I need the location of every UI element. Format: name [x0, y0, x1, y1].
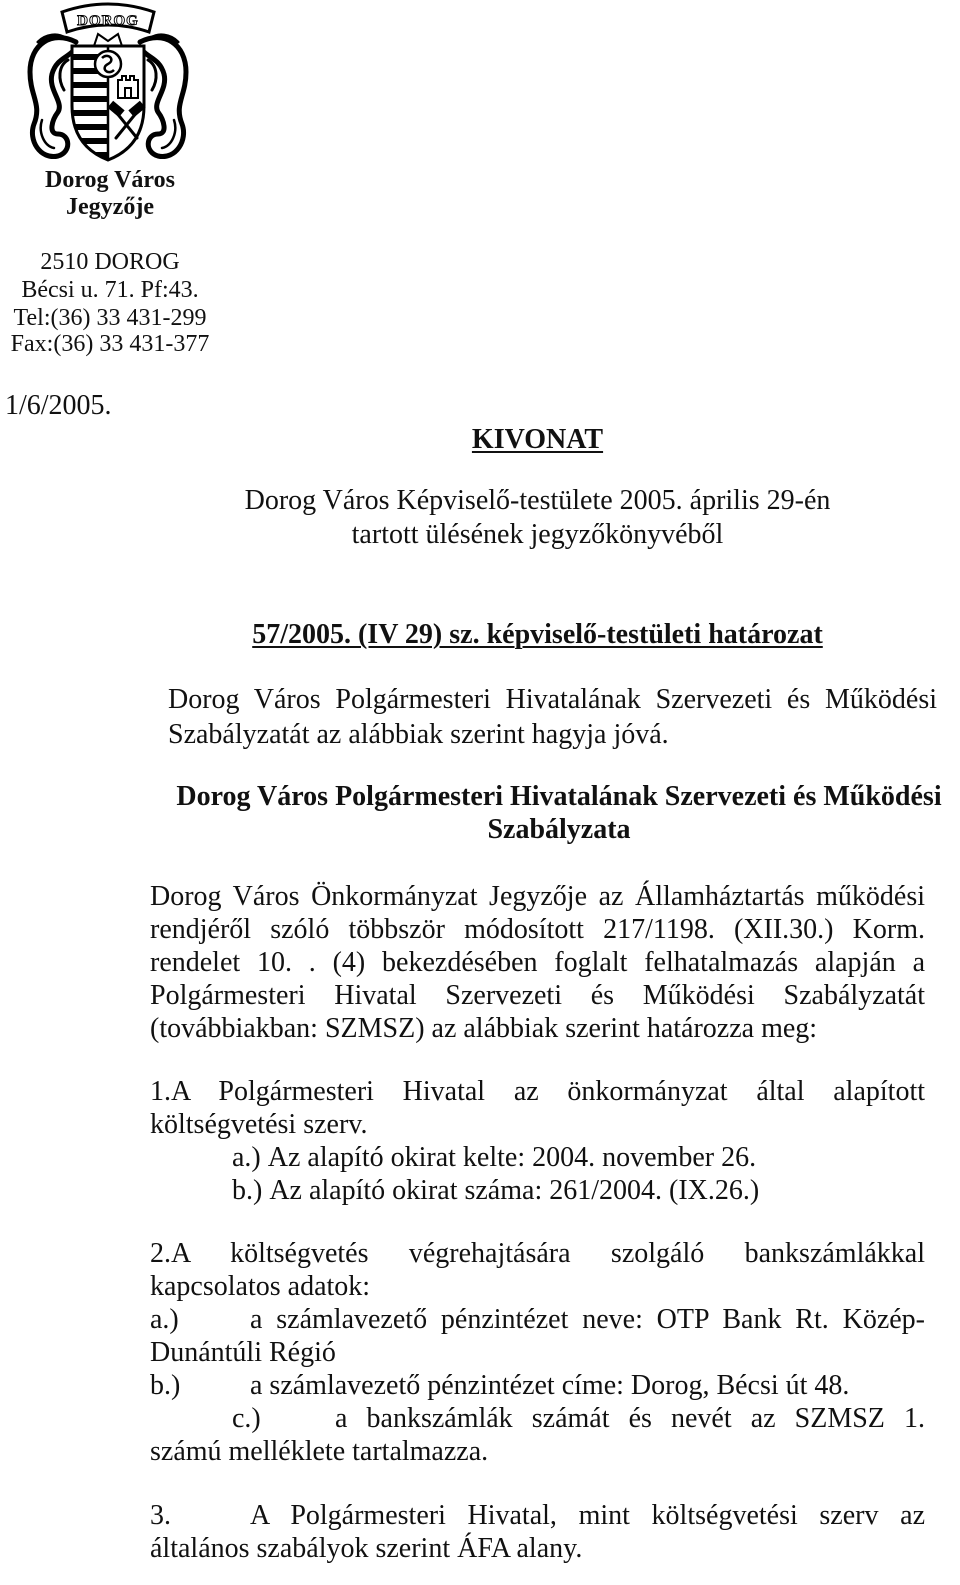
intro-line: rendjéről szóló többször módosított 217/1198. (XII.30.) Korm.: [150, 914, 925, 945]
source-line: Dorog Város Képviselő-testülete 2005. április 29-én: [244, 485, 831, 516]
list-item: [150, 1303, 925, 1336]
section-3-label: 3.: [150, 1500, 171, 1531]
logo-banner-text: DOROG: [77, 13, 139, 29]
fax-line: Fax:(36) 33 431-377: [10, 331, 210, 357]
list-item: [232, 1174, 759, 1207]
list-item-label: a.): [150, 1304, 179, 1335]
section-2-line: 2.A költségvetés végrehajtására szolgáló bankszámlákkal: [150, 1238, 925, 1269]
intro-line: rendelet 10. . (4) bekezdésében foglalt felhatalmazás alapján a: [150, 947, 925, 978]
list-item-label: b.): [150, 1370, 181, 1401]
logo-mantling-right: [140, 35, 186, 157]
regulation-title-line: Dorog Város Polgármesteri Hivatalának Szervezeti és Működési: [176, 781, 942, 812]
list-item-text: a számlavezető pénzintézet neve: OTP Bank Rt. Közép-: [250, 1304, 925, 1335]
logo-mantling-left: [30, 35, 76, 157]
address-line: 2510 DOROG: [40, 249, 180, 275]
list-item-text: Az alapító okirat kelte: 2004. november 26.: [267, 1142, 757, 1173]
intro-line: Polgármesteri Hivatal Szervezeti és Működési Szabályzatát: [150, 980, 925, 1011]
section-1-line: 1.A Polgármesteri Hivatal az önkormányzat által alapított: [150, 1076, 925, 1107]
document-heading: [150, 423, 925, 456]
phone-line: Tel:(36) 33 431-299: [13, 305, 207, 331]
resolution-text-line: Szabályzatát az alábbiak szerint hagyja jóvá.: [168, 719, 669, 750]
document-heading-text: KIVONAT: [471, 424, 604, 455]
regulation-title-line: Szabályzata: [487, 814, 631, 845]
list-item: [232, 1402, 925, 1435]
logo-tower: [118, 76, 138, 98]
address-line: Bécsi u. 71. Pf:43.: [21, 277, 199, 303]
list-item-label: a.): [232, 1142, 261, 1173]
issuer-name: Dorog Város: [44, 167, 175, 193]
resolution-text-line: Dorog Város Polgármesteri Hivatalának Szervezeti és Működési: [168, 684, 937, 715]
section-3: [150, 1499, 925, 1532]
section-1-line: költségvetési szerv.: [150, 1109, 368, 1140]
section-3-line: A Polgármesteri Hivatal, mint költségvetési szerv az: [250, 1500, 925, 1531]
issuer-title: Jegyzője: [66, 194, 154, 220]
list-item-text: számú melléklete tartalmazza.: [150, 1436, 489, 1467]
source-line: tartott ülésének jegyzőkönyvéből: [351, 519, 724, 550]
resolution-title-text: 57/2005. (IV 29) sz. képviselő-testületi határozat: [252, 619, 823, 650]
list-item-label: c.): [232, 1403, 261, 1434]
list-item-text: a bankszámlák számát és nevét az SZMSZ 1.: [335, 1403, 925, 1434]
intro-line: Dorog Város Önkormányzat Jegyzője az Államháztartás működési: [150, 881, 925, 912]
coat-of-arms-logo: [18, 0, 198, 168]
list-item-text: a számlavezető pénzintézet címe: Dorog, Bécsi út 48.: [250, 1370, 850, 1401]
reference-number: 1/6/2005.: [5, 390, 112, 421]
list-item: [232, 1141, 756, 1174]
list-item-text: Dunántúli Régió: [150, 1337, 336, 1368]
section-3-line: általános szabályok szerint ÁFA alany.: [150, 1533, 583, 1564]
section-2-line: kapcsolatos adatok:: [150, 1271, 371, 1302]
list-item-text: Az alapító okirat száma: 261/2004. (IX.26.): [269, 1175, 760, 1206]
logo-crest: [94, 34, 122, 46]
resolution-title: [150, 618, 925, 651]
intro-line: (továbbiakban: SZMSZ) az alábbiak szerint határozza meg:: [150, 1013, 818, 1044]
list-item-label: b.): [232, 1175, 263, 1206]
list-item: [150, 1369, 925, 1402]
